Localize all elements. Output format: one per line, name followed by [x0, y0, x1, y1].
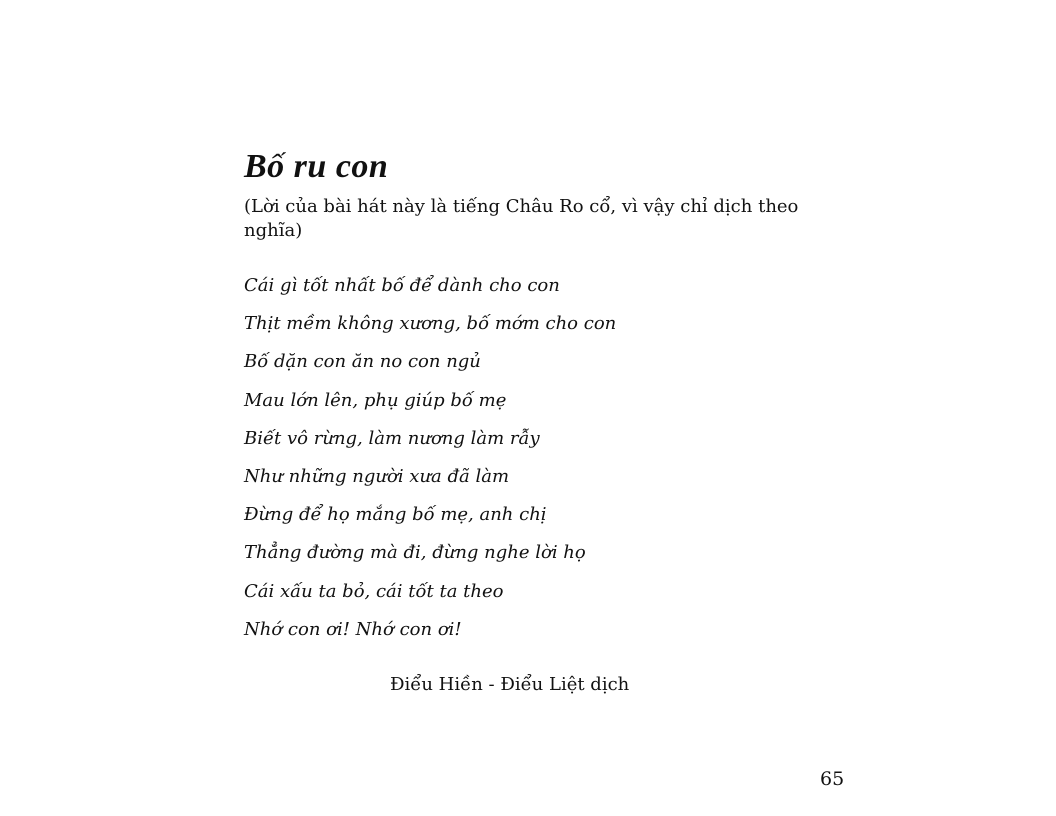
poem-line: Đừng để họ mắng bố mẹ, anh chị	[244, 504, 547, 526]
poem-line: Mau lớn lên, phụ giúp bố mẹ	[244, 389, 507, 411]
poem-body	[244, 272, 616, 654]
poem-line: Cái xấu ta bỏ, cái tốt ta theo	[244, 580, 504, 602]
poem-line: Bố dặn con ăn no con ngủ	[244, 351, 481, 373]
poem-line: Biết vô rừng, làm nương làm rẫy	[244, 427, 540, 449]
translator-attribution: Điểu Hiền - Điểu Liệt dịch	[390, 674, 630, 695]
poem-line: Như những người xưa đã làm	[244, 465, 510, 487]
poem-line: Cái gì tốt nhất bố để dành cho con	[244, 275, 560, 296]
poem-line: Thẳng đường mà đi, đừng nghe lời họ	[244, 542, 586, 564]
poem-subtitle-note: (Lời của bài hát này là tiếng Châu Ro cổ, vì vậy chỉ dịch theo nghĩa)	[244, 196, 799, 241]
poem-line: Nhớ con ơi! Nhớ con ơi!	[244, 618, 462, 640]
poem-line: Thịt mềm không xương, bố mớm cho con	[244, 313, 617, 335]
page-number: 65	[820, 768, 845, 790]
poem-title: Bố ru con	[244, 148, 389, 185]
